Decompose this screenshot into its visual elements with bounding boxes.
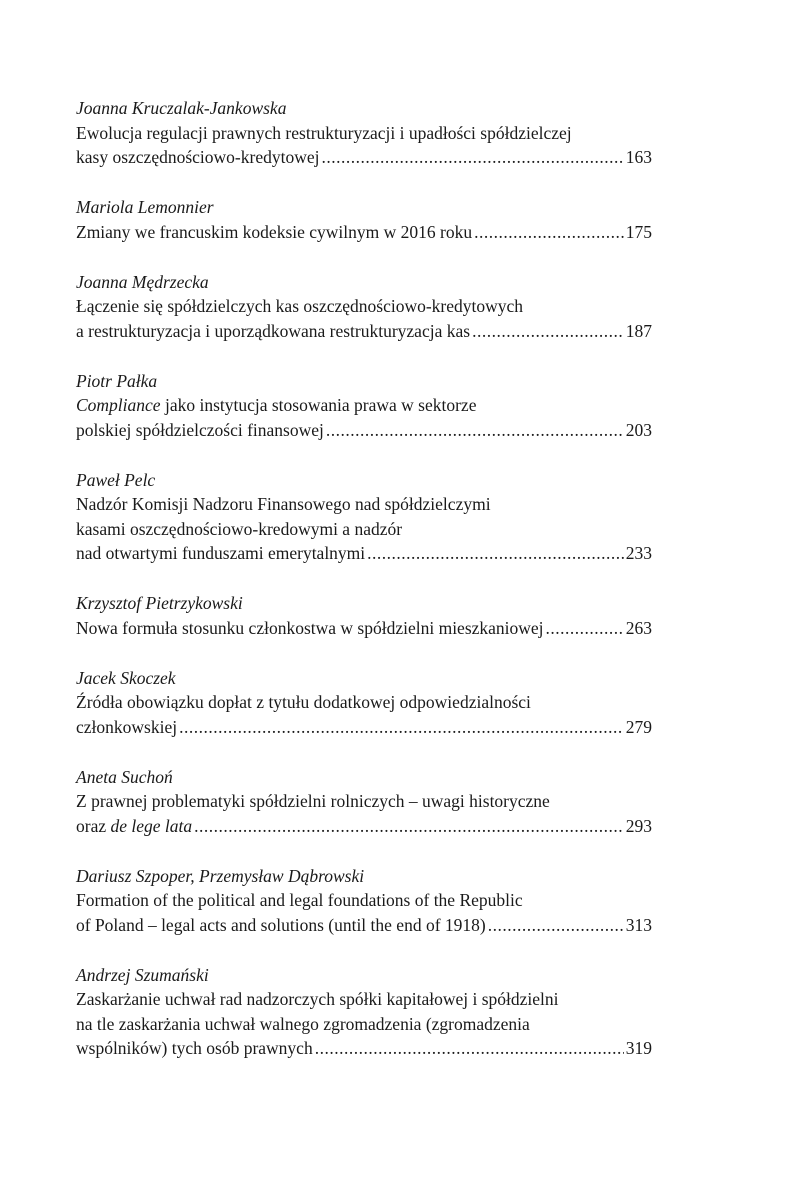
page-number: 263 (625, 617, 652, 638)
entry-title-line (76, 888, 652, 913)
page-number: 293 (625, 815, 652, 836)
italic-text: Compliance (76, 395, 161, 415)
table-of-contents (76, 96, 652, 1086)
entry-title-last-line (76, 145, 652, 170)
title-text: Ewolucja regulacji prawnych restrukturyzacji i upadłości spółdzielczej (76, 122, 572, 143)
toc-entry (76, 270, 652, 344)
entry-title-line (76, 517, 652, 542)
toc-entry (76, 369, 652, 443)
entry-author: Dariusz Szpoper, Przemysław Dąbrowski (76, 865, 365, 886)
toc-entry (76, 468, 652, 566)
toc-entry (76, 963, 652, 1061)
entry-author: Krzysztof Pietrzykowski (76, 593, 243, 613)
entry-title-last-line (76, 1036, 652, 1061)
dot-leader (488, 913, 624, 938)
entry-title-text (76, 220, 472, 245)
page-number: 187 (625, 320, 652, 341)
title-text: Formation of the political and legal foundations of the Republic (76, 890, 523, 910)
entry-author: Mariola Lemonnier (76, 197, 214, 217)
title-text: Źródła obowiązku dopłat z tytułu dodatkowej odpowiedzialności (76, 692, 531, 712)
entry-title-text (76, 989, 559, 1009)
italic-text: de lege lata (110, 815, 193, 836)
entry-title-last-line (76, 418, 652, 443)
entry-author: Andrzej Szumański (76, 964, 209, 985)
title-text: na tle zaskarżania uchwał walnego zgromadzenia (zgromadzenia (76, 1013, 530, 1034)
entry-author: Piotr Pałka (76, 370, 158, 391)
entry-title-text (76, 418, 324, 443)
dot-leader (194, 814, 624, 839)
dot-leader (326, 418, 624, 443)
toc-entry (76, 864, 652, 938)
entry-author: Aneta Suchoń (76, 766, 173, 787)
entry-title-text (76, 296, 523, 316)
entry-author: Paweł Pelc (76, 469, 156, 490)
entry-title-text (76, 913, 486, 938)
title-text: a restrukturyzacja i uporządkowana restrukturyzacja kas (76, 320, 471, 341)
dot-leader (546, 616, 624, 641)
entry-title-text (76, 494, 491, 514)
toc-entry (76, 195, 652, 244)
entry-title-line (76, 789, 652, 814)
dot-leader (179, 715, 624, 740)
toc-entry (76, 765, 652, 839)
entry-title-line (76, 393, 652, 418)
entry-title-last-line (76, 814, 652, 839)
entry-title-text (76, 890, 523, 910)
page-number: 163 (625, 147, 652, 167)
page-number: 233 (625, 543, 652, 563)
entry-title-text (76, 1014, 530, 1034)
title-text: członkowskiej (76, 716, 178, 737)
entry-title-text (76, 1036, 313, 1061)
entry-title-text (76, 791, 550, 811)
dot-leader (315, 1036, 624, 1061)
entry-author: Joanna Mędrzecka (76, 271, 209, 292)
entry-author: Joanna Kruczalak-Jankowska (76, 98, 287, 118)
title-text: wspólników) tych osób prawnych (76, 1038, 313, 1058)
page-number: 175 (625, 221, 652, 242)
entry-title-line (76, 690, 652, 715)
entry-title-last-line (76, 220, 652, 245)
dot-leader (472, 319, 624, 344)
title-text: jako instytucja stosowania prawa w sektorze (160, 395, 477, 415)
title-text: Zaskarżanie uchwał rad nadzorczych spółki kapitałowej i spółdzielni (76, 989, 559, 1009)
toc-entry (76, 96, 652, 170)
page-number: 313 (625, 914, 652, 935)
title-text: Nowa formuła stosunku członkostwa w spółdzielni mieszkaniowej (76, 617, 544, 638)
entry-title-text (76, 616, 544, 641)
entry-title-text (76, 395, 476, 415)
page-number: 279 (625, 716, 652, 737)
title-text: Nadzór Komisji Nadzoru Finansowego nad spółdzielczymi (76, 494, 491, 514)
page-number: 203 (625, 419, 652, 440)
entry-title-last-line (76, 319, 652, 344)
dot-leader (367, 541, 624, 566)
entry-title-text (76, 692, 531, 712)
page-number: 319 (625, 1038, 652, 1058)
entry-title-line (76, 987, 652, 1012)
title-text: kasami oszczędnościowo-kredowymi a nadzór (76, 518, 403, 539)
title-text: polskiej spółdzielczości finansowej (76, 419, 324, 440)
entry-title-text (76, 123, 572, 143)
entry-title-last-line (76, 715, 652, 740)
entry-title-line (76, 121, 652, 146)
entry-title-last-line (76, 913, 652, 938)
title-text: of Poland – legal acts and solutions (until the end of 1918) (76, 914, 486, 935)
toc-entry (76, 666, 652, 740)
entry-title-text (76, 814, 192, 839)
entry-title-line (76, 1012, 652, 1037)
title-text: Łączenie się spółdzielczych kas oszczędnościowo-kredytowych (76, 296, 524, 316)
entry-title-text (76, 319, 470, 344)
title-text: Z prawnej problematyki spółdzielni rolniczych – uwagi historyczne (76, 791, 550, 811)
title-text: kasy oszczędnościowo-kredytowej (76, 147, 320, 167)
title-text: oraz (76, 815, 111, 836)
entry-title-last-line (76, 541, 652, 566)
toc-entry (76, 591, 652, 640)
title-text: nad otwartymi funduszami emerytalnymi (76, 543, 366, 563)
entry-author: Jacek Skoczek (76, 667, 176, 688)
entry-title-text (76, 541, 365, 566)
dot-leader (474, 220, 624, 245)
dot-leader (321, 145, 623, 170)
entry-title-line (76, 294, 652, 319)
entry-title-last-line (76, 616, 652, 641)
entry-title-text (76, 519, 402, 539)
entry-title-line (76, 492, 652, 517)
title-text: Zmiany we francuskim kodeksie cywilnym w 2016 roku (76, 221, 473, 242)
entry-title-text (76, 145, 319, 170)
entry-title-text (76, 715, 177, 740)
